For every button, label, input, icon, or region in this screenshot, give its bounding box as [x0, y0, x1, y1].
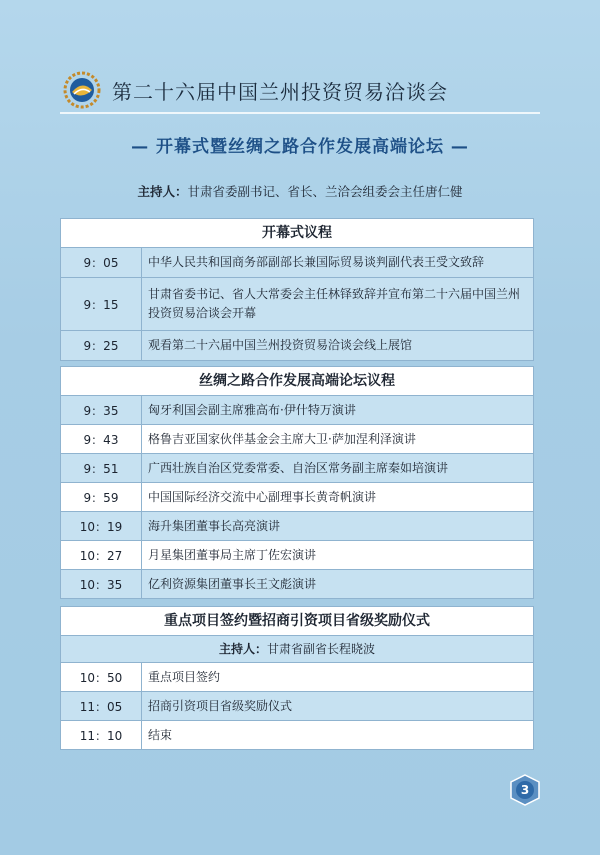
- row-time: 9：59: [61, 483, 142, 511]
- row-text: 海升集团董事长高亮演讲: [148, 518, 281, 533]
- opening-agenda-table: [60, 218, 534, 361]
- row-time: 10：19: [61, 512, 142, 540]
- table-row: [61, 570, 533, 598]
- signing-host-row: [61, 636, 533, 663]
- row-time: 11：05: [61, 692, 142, 720]
- row-text: 广西壮族自治区党委常委、自治区常务副主席秦如培演讲: [148, 460, 449, 475]
- row-time: 9：51: [61, 454, 142, 482]
- row-text: 甘肃省委书记、省人大常委会主任林铎致辞并宣布第二十六届中国兰州投资贸易洽谈会开幕: [148, 287, 521, 320]
- table-row: [61, 512, 533, 541]
- table-row: [61, 692, 533, 721]
- table-row: [61, 721, 533, 749]
- table-row: [61, 331, 533, 360]
- row-text: 观看第二十六届中国兰州投资贸易洽谈会线上展馆: [148, 338, 413, 352]
- signing-agenda-table: [60, 606, 534, 750]
- forum-title: — 开幕式暨丝绸之路合作发展高端论坛 —: [131, 137, 469, 157]
- row-time: 10：35: [61, 570, 142, 598]
- table-row: [61, 663, 533, 692]
- table-row: [61, 483, 533, 512]
- row-time: 9：43: [61, 425, 142, 453]
- table-row: [61, 541, 533, 570]
- row-text: 重点项目签约: [148, 669, 221, 684]
- table-row: [61, 425, 533, 454]
- row-text: 月星集团董事局主席丁佐宏演讲: [148, 547, 317, 562]
- table-row: [61, 278, 533, 331]
- row-time: 11：10: [61, 721, 142, 749]
- row-time: 9：35: [61, 396, 142, 424]
- page-number: 3: [520, 783, 530, 797]
- signing-host-name: 甘肃省副省长程晓波: [267, 642, 376, 656]
- row-text: 中华人民共和国商务部副部长兼国际贸易谈判副代表王受文致辞: [148, 255, 485, 269]
- host-name: 甘肃省委副书记、省长、兰洽会组委会主任唐仁健: [187, 184, 463, 199]
- row-time: 9：25: [61, 331, 142, 360]
- header-divider: [60, 112, 540, 114]
- row-text: 亿利资源集团董事长王文彪演讲: [148, 576, 317, 591]
- forum-agenda-table: [60, 366, 534, 599]
- row-text: 格鲁吉亚国家伙伴基金会主席大卫·萨加涅利泽演讲: [148, 431, 416, 446]
- host-label: 主持人：: [137, 184, 188, 199]
- table-row: [61, 454, 533, 483]
- header-title: 第二十六届中国兰州投资贸易洽谈会: [112, 79, 448, 104]
- forum-agenda-heading: 丝绸之路合作发展高端论坛议程: [61, 367, 533, 396]
- row-text: 结束: [148, 727, 173, 742]
- signing-host-label: 主持人：: [218, 642, 267, 656]
- opening-agenda-heading: 开幕式议程: [61, 219, 533, 248]
- row-time: 10：27: [61, 541, 142, 569]
- row-time: 10：50: [61, 663, 142, 691]
- table-row: [61, 248, 533, 278]
- row-text: 匈牙利国会副主席雅高布·伊什特万演讲: [148, 402, 356, 417]
- table-row: [61, 396, 533, 425]
- row-text: 招商引资项目省级奖励仪式: [148, 698, 293, 713]
- expo-logo-icon: [60, 70, 104, 110]
- signing-agenda-heading: 重点项目签约暨招商引资项目省级奖励仪式: [61, 607, 533, 636]
- host-line: [0, 182, 600, 200]
- row-time: 9：05: [61, 248, 142, 277]
- row-text: 中国国际经济交流中心副理事长黄奇帆演讲: [148, 489, 377, 504]
- row-time: 9：15: [61, 278, 142, 330]
- page-header: [60, 70, 540, 110]
